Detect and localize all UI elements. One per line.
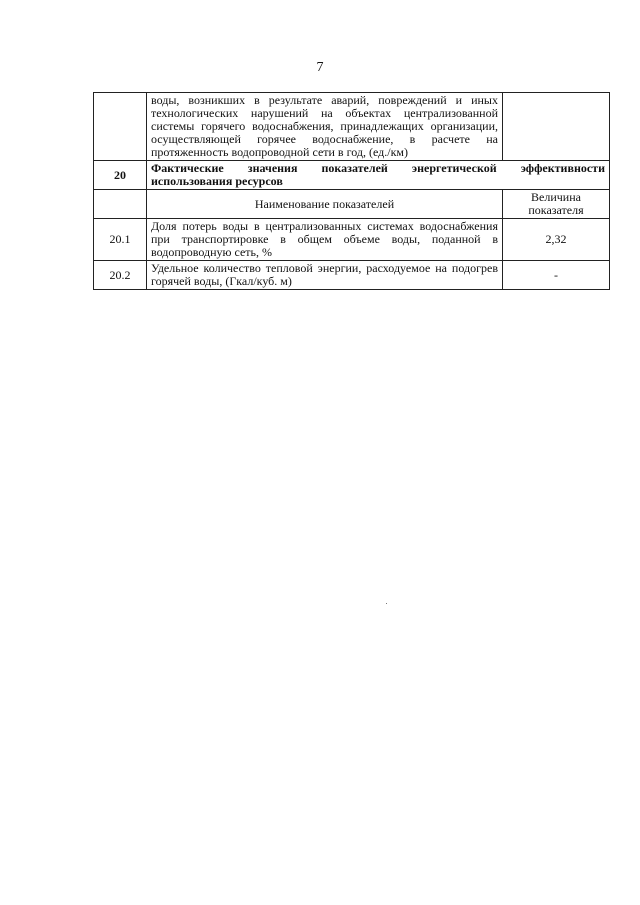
indicator-text: воды, возникших в результате аварий, повреждений и иных технологических нарушений на объектах централизованной системы горячего водоснабжения, принадлежащих организации, осуществляющей горячее водоснабжение, в расчете на протяженность водопроводной сети в год, (ед./км): [147, 93, 503, 161]
row-number: [94, 93, 147, 161]
indicator-text: Удельное количество тепловой энергии, расходуемое на подогрев горячей воды, (Гкал/куб. м): [147, 261, 503, 290]
page-number: 7: [316, 60, 324, 75]
table-row: [94, 261, 610, 290]
table-row: [94, 219, 610, 261]
header-value-label: Величина показателя: [503, 190, 610, 219]
section-number: 20: [94, 161, 147, 190]
indicator-value: -: [503, 261, 610, 290]
header-number-cell: [94, 190, 147, 219]
table-row-section: [94, 161, 610, 190]
row-number: 20.1: [94, 219, 147, 261]
section-title: Фактические значения показателей энергетической эффективности использования ресурсов: [147, 161, 610, 190]
table-row-header: [94, 190, 610, 219]
indicator-value: [503, 93, 610, 161]
indicator-value: 2,32: [503, 219, 610, 261]
row-number: 20.2: [94, 261, 147, 290]
indicators-table: [93, 92, 610, 290]
scan-speck: [386, 603, 387, 604]
table-row-continuation: [94, 93, 610, 161]
header-name-label: Наименование показателей: [147, 190, 503, 219]
indicator-text: Доля потерь воды в централизованных системах водоснабжения при транспортировке в общем объеме воды, поданной в водопроводную сеть, %: [147, 219, 503, 261]
